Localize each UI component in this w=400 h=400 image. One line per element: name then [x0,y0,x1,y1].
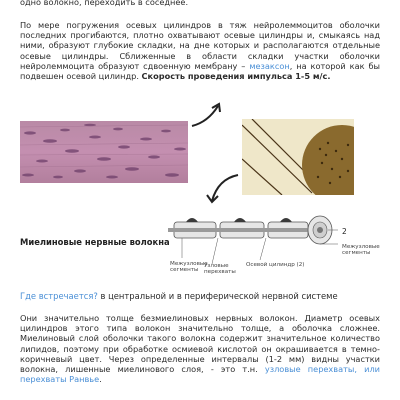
paragraph-continuation: одно волокно, переходить в соседнее. [20,0,189,7]
histology-photo-cross-section [242,119,354,195]
label-right-segments: Межузловые [342,244,380,250]
myelinated-fiber-diagram [168,208,380,286]
mesaxon-link[interactable]: мезаксон [249,60,290,71]
paragraph-text: , на которой как бы подвешен осевой цилиндр. [20,60,380,82]
figure-title: Миелиновые нервные волокна [20,237,170,247]
label-right-segments-2: сегменты [342,250,371,256]
paragraph-text: Они значительно толще безмиелиновых нервных волокон. Диаметр осевых цилиндров этого типа волокон значительно толще, а оболочка сложнее. Миелиновый слой оболочки такого волокна содержит значительное количество липидов, поэтому при обработке осмиевой кислотой он окрашивается в темно-коричневый цвет. Через определенные интервалы (1-2 мм) видны участки волокна, лишенные миелинового слоя, - это т.н. [20,313,380,375]
curved-arrow-icon [188,100,228,130]
conduction-speed: Скорость проведения импульса 1-5 м/с. [141,71,331,82]
where-found-answer: в центральной и в периферической нервной системе [97,291,338,301]
fiber-segments [168,218,310,238]
diagram-number-2: 2 [342,227,347,236]
paragraph-unmyelinated-description [20,20,380,81]
label-nodal-intercepts: Узловые [204,263,229,269]
histology-photo-longitudinal [20,121,188,183]
label-axon: Осевой цилиндр (2) [246,262,305,268]
ranvier-nodes-link[interactable]: узловые перехваты, или перехваты Ранвье [20,364,380,385]
paragraph-text: По мере погружения осевых цилиндров в тяж нейролеммоцитов оболочки последних прогибаются, плотно охватывают осевые цилиндры и, смыкаясь над ними, образуют глубокие складки, на дне которых и располагаются отдельные осевые цилиндры. Сближенные в области складки участки оболочки нейролеммоцита образуют сдвоенную мембрану – [20,20,380,71]
where-found-line [20,291,338,301]
curved-arrow-icon [204,171,244,207]
where-found-link[interactable]: Где встречается? [20,291,98,301]
label-internodal-segments: Межузловые [170,261,208,267]
paragraph-myelinated-description [20,313,380,384]
label-nodal-intercepts-2: перехваты [204,269,236,275]
label-internodal-segments-2: сегменты [170,267,199,273]
paragraph-text: . [99,374,102,385]
